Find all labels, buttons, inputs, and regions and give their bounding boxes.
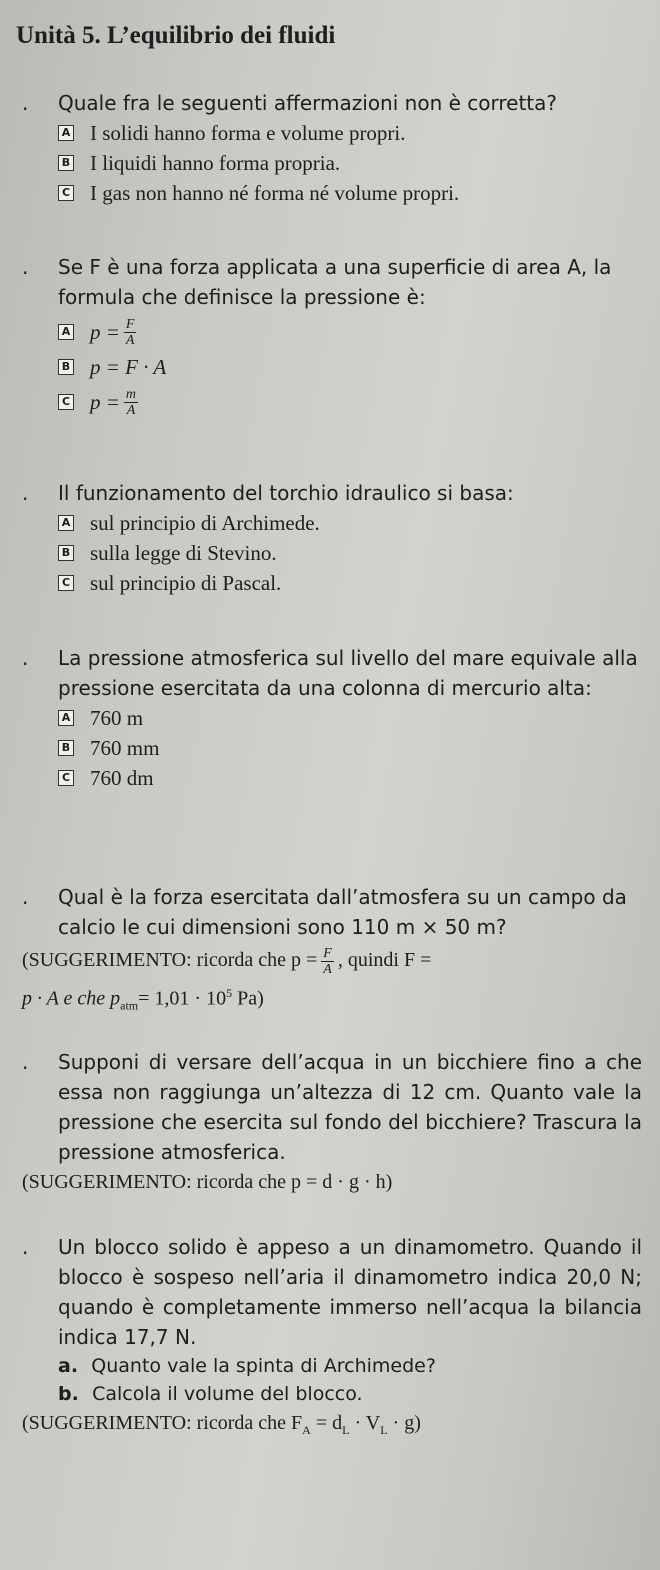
option-letter-box: B [58,155,74,171]
question-1 [22,88,642,208]
hint: (SUGGERIMENTO: ricorda che $F_A = d_L \cdot V_L \cdot g$) [22,1412,421,1437]
question-7: . Un blocco solido è appeso a un dinamometro. Quando il blocco è sospeso nell’aria il dinamometro indica 20,0 N; quando è completamente immerso nell’acqua la bilancia indica 17,7 N. a. Quanto vale la spinta di Archimede? b. Calcola il volume del blocco. (SUGGERIMENTO: ricorda che $F_A = d_L \cdot V_L \cdot g$) [22,1232,642,1445]
question-text: Supponi di versare dell’acqua in un bicchiere fino a che essa non raggiunga un’altezza di 12 cm. Quanto vale la pressione che esercita sul fondo del bicchiere? Trascura la pressione atmosferica. [58,1050,642,1164]
sub-question-a: a. Quanto vale la spinta di Archimede? [58,1355,436,1377]
option-b: B p = F · A [58,352,642,382]
option-c: C sul principio di Pascal. [58,568,642,598]
question-3: . Il funzionamento del torchio idraulico si basa: A sul principio di Archimede. B sulla legge di Stevino. C sul principio di Pascal. [22,478,642,598]
option-c: C 760 dm [58,763,642,793]
option-a: A 760 m [58,703,642,733]
option-a: A p = $\frac{F}{A}$ [58,312,642,352]
sub-question-b: b. Calcola il volume del blocco. [58,1383,363,1405]
question-text: La pressione atmosferica sul livello del mare equivale alla pressione esercitata da una colonna di mercurio alta: [58,646,638,700]
option-letter-box: A [58,125,74,141]
question-text: Qual è la forza esercitata dall’atmosfera su un campo da calcio le cui dimensioni sono 110 m × 50 m? [58,885,627,939]
question-5: . Qual è la forza esercitata dall’atmosfera su un campo da calcio le cui dimensioni sono 110 m × 50 m? (SUGGERIMENTO: ricorda che p = $\frac{F}{A}$ , quindi F = p · A e che $p_{atm}= 1,01 \cdot 10^5$ Pa) [22,882,642,1021]
question-text: Il funzionamento del torchio idraulico si basa: [58,481,514,505]
option-b: B sulla legge di Stevino. [58,538,642,568]
option-b: B I liquidi hanno forma propria. [58,148,642,178]
option-a: A I solidi hanno forma e volume propri. [58,118,642,148]
question-text: Un blocco solido è appeso a un dinamometro. Quando il blocco è sospeso nell’aria il dinamometro indica 20,0 N; quando è completamente immerso nell’acqua la bilancia indica 17,7 N. [58,1235,642,1349]
page-title: Unità 5. L’equilibrio dei fluidi [16,22,336,49]
option-b: B 760 mm [58,733,642,763]
question-text: Quale fra le seguenti affermazioni non è corretta? [58,91,558,115]
option-letter-box: C [58,185,74,201]
question-4: . La pressione atmosferica sul livello del mare equivale alla pressione esercitata da una colonna di mercurio alta: A 760 m B 760 mm C 760 dm [22,643,642,793]
hint: (SUGGERIMENTO: ricorda che p = d · g · h) [22,1171,393,1193]
question-text: Se F è una forza applicata a una superficie di area A, la formula che definisce la pressione è: [58,255,612,309]
option-a: A sul principio di Archimede. [58,508,642,538]
hint: (SUGGERIMENTO: ricorda che p = $\frac{F}{A}$ , quindi F = [22,945,432,977]
option-c: C p = $\frac{m}{A}$ [58,382,642,422]
option-c: C I gas non hanno né forma né volume propri. [58,178,642,208]
question-2: . Se F è una forza applicata a una superficie di area A, la formula che definisce la pressione è: A p = $\frac{F}{A}$ B p = F · A C p = $\frac{m}{A}$ [22,252,642,422]
hint-line-2: p · A e che $p_{atm}= 1,01 \cdot 10^5$ Pa) [22,986,264,1013]
bullet: . [22,91,29,115]
question-6: . Supponi di versare dell’acqua in un bicchiere fino a che essa non raggiunga un’altezza di 12 cm. Quanto vale la pressione che esercita sul fondo del bicchiere? Trascura la pressione atmosferica. (SUGGERIMENTO: ricorda che p = d · g · h) [22,1047,642,1197]
